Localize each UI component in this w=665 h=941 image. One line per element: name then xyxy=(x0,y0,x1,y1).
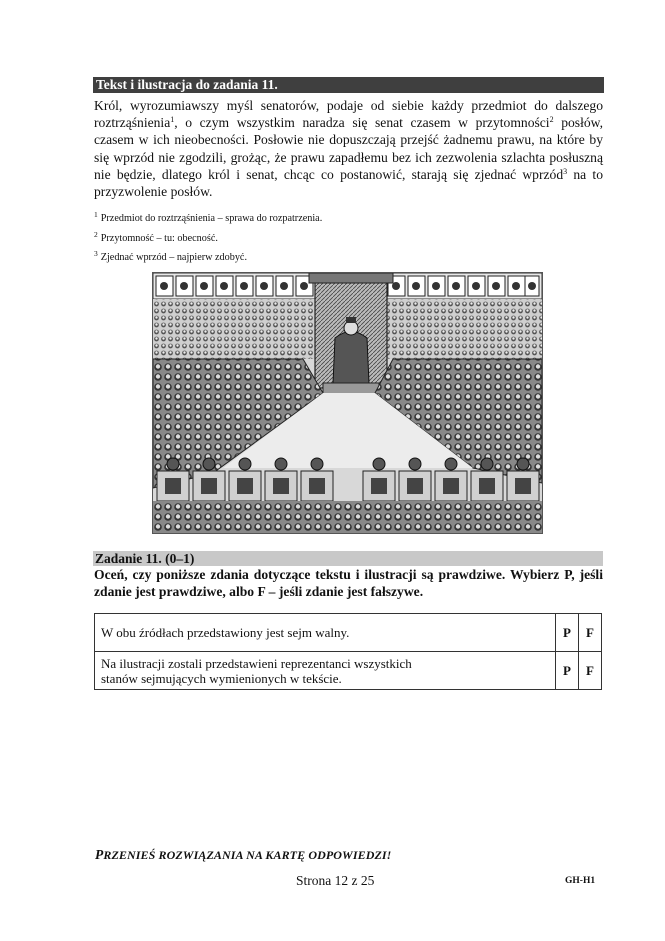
footnote xyxy=(94,207,454,227)
transfer-note-text: RZENIEŚ ROZWIĄZANIA NA KARTĘ ODPOWIEDZI! xyxy=(103,848,392,862)
exam-code: GH-H1 xyxy=(565,876,596,886)
source-text-part: posłów, czasem w ich nieobecności. Posłowie nie dopuszczają przejść żadnemu prawu, na które by się wprzód nie zgodzili, grożąc, że prawu zapadłemu bez ich zezwolenia szlachta posłuszną nie będzie, dlatego król i senat, chcąc co postanowić, starają się zjednać wprzód xyxy=(94,115,603,182)
transfer-note-initial: P xyxy=(95,847,104,862)
section-header xyxy=(93,77,604,93)
source-text-part: , o czym wszystkim naradza się senat czasem w przytomności xyxy=(174,115,550,131)
foreground-crowd xyxy=(153,501,542,533)
false-option[interactable]: F xyxy=(579,652,602,690)
table-row xyxy=(95,614,602,652)
page-number: Strona 12 z 25 xyxy=(296,873,375,888)
footnote xyxy=(94,246,454,266)
footnotes xyxy=(94,207,454,266)
true-false-table xyxy=(94,613,602,690)
footnote-number: 1 xyxy=(94,210,98,219)
false-option[interactable]: F xyxy=(579,614,602,652)
footnote-text: Zjednać wprzód – najpierw zdobyć. xyxy=(100,252,247,264)
transfer-answers-note xyxy=(95,847,391,863)
task-header xyxy=(93,551,603,566)
footnote-ref: 2 xyxy=(549,115,554,125)
statement-text: Na ilustracji zostali przedstawieni reprezentanci wszystkich stanów sejmujących wymienionych w tekście. xyxy=(95,652,556,690)
task-title: Zadanie 11. (0–1) xyxy=(95,551,195,566)
source-text-part: na to przyzwolenie posłów. xyxy=(94,166,603,200)
statement-text: W obu źródłach przedstawiony jest sejm walny. xyxy=(95,614,556,652)
footnote-ref: 3 xyxy=(563,166,568,176)
true-option[interactable]: P xyxy=(556,614,579,652)
footnote-number: 2 xyxy=(94,229,98,239)
sejm-engraving-illustration xyxy=(152,272,543,534)
source-text xyxy=(94,97,603,200)
source-text-part: Król, wyrozumiawszy myśl senatorów, podaje od siebie każdy przedmiot do dalszego roztrząśnienia xyxy=(94,98,603,131)
footnote xyxy=(94,227,454,247)
footnote-number: 3 xyxy=(94,249,98,259)
task-instruction: Oceń, czy poniższe zdania dotyczące tekstu i ilustracji są prawdziwe. Wybierz P, jeśli zdanie jest prawdziwe, albo F – jeśli zdanie jest fałszywe. xyxy=(94,567,603,599)
table-row xyxy=(95,652,602,690)
footnote-text: Przytomność – tu: obecność. xyxy=(100,232,218,244)
true-option[interactable]: P xyxy=(556,652,579,690)
section-title: Tekst i ilustracja do zadania 11. xyxy=(96,77,278,92)
footnote-ref: 1 xyxy=(170,115,175,125)
engraving-drawing xyxy=(153,273,542,533)
footnote-text: Przedmiot do roztrząśnienia – sprawa do rozpatrzenia. xyxy=(100,213,323,224)
